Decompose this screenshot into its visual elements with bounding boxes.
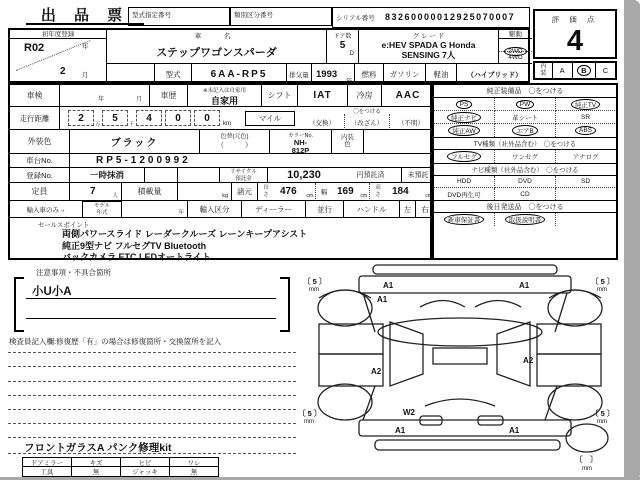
svg-text:mm: mm (582, 466, 592, 472)
doors-cell (327, 30, 359, 64)
interior-color-label: 内装 色 (332, 130, 364, 154)
displacement-label: 排気量 (287, 64, 312, 85)
eval-score-box (533, 9, 617, 59)
write-line (8, 352, 296, 353)
mileage-digit: 4 (136, 110, 162, 126)
model-year-cell: 年 (122, 201, 188, 218)
table-cell: 工具 (22, 467, 72, 477)
equip-leather: 革シート (495, 111, 556, 124)
history-value: 自家用 (210, 96, 238, 106)
svg-text:mm: mm (309, 287, 319, 293)
grade-line1: e:HEV SPADA G Honda (381, 40, 476, 50)
write-line (8, 453, 296, 454)
km-unit: km (223, 121, 231, 127)
equip-abs: ABS (556, 124, 615, 137)
drive-cell (499, 30, 532, 64)
rear-window-arc (425, 399, 495, 406)
door-right-front (537, 324, 601, 354)
registration-value: 一時抹消 (70, 168, 145, 183)
handle-right: 右 (416, 201, 434, 218)
height-cell: 184 cm (386, 183, 434, 201)
sales-points-label: セールスポイント (38, 222, 90, 229)
specs-label: 諸元 (232, 183, 258, 201)
shaken-label: 車検 (10, 85, 60, 107)
roof (378, 318, 542, 346)
vehicle-band (8, 28, 530, 83)
mileage-digit: 0 (165, 110, 191, 126)
sheet-title: 出 品 票 (26, 4, 144, 25)
interior-grade-c: C (602, 66, 609, 75)
doors-value: 5 (339, 40, 346, 51)
tread-rear-right: 〔 5 〕 (591, 409, 615, 418)
color-number-cell: カラーNo. NH- 812P (270, 130, 332, 154)
chassis-number: RP5-1200992 (70, 154, 434, 168)
table-cell: ジャッキ (121, 467, 170, 477)
svg-text:mm: mm (597, 419, 607, 425)
ship-warranty: 新車保証書 (434, 213, 495, 226)
damage-door-right: A2 (523, 356, 534, 365)
history-label: 車歴 (150, 85, 188, 107)
serial-value: 83260000012925070007 (385, 12, 516, 22)
eval-score: 4 (566, 25, 584, 57)
import-only-label: 輸入車のみ→ (10, 201, 82, 218)
damage-rear-left: A1 (395, 426, 406, 435)
length-cell: 476 cm (274, 183, 316, 201)
side-panel-right (497, 322, 530, 386)
recycle-paid: 円預託済 (340, 168, 402, 183)
sales-line: 純正9型ナビ フルセグTV Bluetooth (62, 240, 207, 251)
damage-front-right: A1 (519, 281, 530, 290)
table-cell: ドアミラー (22, 457, 72, 467)
registration-label: 登録No. (10, 168, 70, 183)
tv-type-header: TV種類（社外品含む） 〇をつける (434, 137, 616, 150)
mileage-digit: 2 (68, 110, 94, 126)
bracket-left (14, 277, 24, 332)
grade-line2: SENSING 7人 (401, 50, 456, 60)
mileage-label: 走行距離 (10, 107, 60, 130)
drive-2wd: 2WD (499, 39, 532, 52)
first-reg-month: 2 (60, 66, 66, 77)
width-cell: 169 cm (332, 183, 370, 201)
mile-box: マイル (245, 111, 295, 126)
navi-dvd: DVD (495, 176, 556, 188)
note-line (26, 298, 276, 299)
windshield-arc-left (420, 301, 465, 308)
navi-sd: SD (556, 176, 615, 188)
class-category-box (230, 7, 332, 26)
damage-door-left: A2 (371, 367, 382, 376)
navi-blank (556, 188, 615, 200)
tire-front-left (318, 290, 372, 326)
recycle-amount: 10,230 (268, 168, 340, 183)
doors-label: ドア数 (333, 34, 352, 40)
tire-rear-left (318, 384, 372, 420)
capacity-label: 定員 (10, 183, 70, 201)
equip-pw: PW (495, 98, 556, 111)
model-designation-box (128, 7, 230, 26)
grade-label: グ レ ー ド (412, 33, 445, 40)
tread-rear-left: 〔 5 〕 (298, 409, 322, 418)
doors-suffix: D (349, 51, 354, 57)
write-line (8, 381, 296, 382)
navi-hdd: HDD (434, 176, 495, 188)
eval-label: 評 価 点 (551, 15, 599, 24)
mileage-digits-cell: 2 万 5 千 4 0 0 km (60, 107, 242, 130)
windshield-arc-right (475, 301, 521, 308)
height-label: 高 さ (370, 183, 386, 201)
later-shipment-header: 後日発送品 〇をつける (434, 200, 616, 213)
tread-front-right: 〔 5 〕 (591, 277, 615, 286)
handle-left: 左 (400, 201, 416, 218)
rear-bumper-bottom (375, 440, 560, 450)
rear-bumper (359, 420, 571, 436)
mile-cell (242, 107, 300, 130)
blank-cell (107, 64, 155, 85)
blank-cell (178, 168, 220, 183)
write-line (8, 366, 296, 367)
color-change-cell: 色替(元色) （ ） (200, 130, 270, 154)
car-outline (318, 265, 608, 452)
shift-value: IAT (298, 85, 348, 107)
handwritten-note: フロントガラスA パンク修理kit (24, 442, 172, 454)
model-code-label: 型式 (155, 64, 192, 85)
drive-label: 駆動 (499, 30, 532, 39)
equip-ps: PS (434, 98, 495, 111)
write-line (8, 423, 296, 424)
model-designation-label: 型式指定番号 (132, 12, 171, 19)
ship-blank (556, 213, 615, 226)
write-line (8, 409, 296, 410)
defects-note: 小U小A (32, 286, 72, 298)
spare-tire (566, 424, 608, 452)
defects-label: 注意事項・不具合箇所 (36, 268, 111, 277)
main-left-block (8, 83, 432, 260)
damage-fender-left: A1 (377, 295, 388, 304)
shift-label: シフト (262, 85, 298, 107)
equip-tv: 純正TV (556, 98, 615, 111)
interior-color-value (364, 130, 434, 154)
svg-text:mm: mm (304, 419, 314, 425)
tire-front-right (548, 290, 602, 326)
inspector-note: 検査員記入欄:修復歴「有」の場合は修復箇所・交換箇所を記入 (9, 337, 222, 346)
car-name-cell (107, 30, 327, 64)
history-note: ※未記入は自家用 (202, 88, 247, 94)
odo-unknown: （不明） (398, 119, 424, 127)
displacement-cell: 1993 cc (312, 64, 355, 85)
car-name: ステップワゴンスパーダ (156, 47, 277, 59)
spare-tread: 〔 〕 (575, 455, 598, 464)
page-margin-right (624, 0, 640, 480)
recycle-label: リサイクル 預託金 (220, 168, 268, 183)
width-label: 幅 (316, 183, 332, 201)
svg-text:mm: mm (597, 287, 607, 293)
ac-value: AAC (382, 85, 434, 107)
tv-fullseg: フルセグ (434, 150, 495, 163)
front-bumper-top (373, 265, 557, 274)
door-right-rear (537, 354, 601, 386)
table-cell: ヒビ (121, 457, 170, 467)
chassis-label: 車台No. (10, 154, 70, 168)
odo-tampered: （改ざん） (345, 114, 390, 130)
navi-cd: CD (495, 188, 556, 200)
import-class-label: 輸入区分 (188, 201, 242, 218)
first-registration-cell (10, 30, 107, 81)
fuel-hybrid: （ハイブリッド） (466, 71, 523, 79)
first-registration-label: 初年度登録 (10, 30, 106, 39)
equip-aw: 純正AW (434, 124, 495, 137)
equipment-header: 純正装備品 〇をつける (434, 85, 616, 98)
load-label: 積載量 (122, 183, 178, 201)
write-line (8, 437, 296, 438)
table-cell: 無 (72, 467, 121, 477)
interior-grade-row (533, 61, 617, 80)
fuel-diesel: 軽油 (426, 64, 457, 85)
write-line (8, 395, 296, 396)
fuel-gasoline: ガソリン (384, 64, 426, 85)
exterior-color: ブラック (70, 130, 200, 154)
interior-grade-b: B (573, 63, 597, 78)
damage-rear-center: W2 (403, 408, 415, 417)
equip-sr: SR (556, 111, 615, 124)
grade-cell (359, 30, 499, 64)
damage-rear-right: A1 (509, 426, 520, 435)
sales-line: バックカメラ ETC LEDオートライト (62, 252, 211, 262)
ac-label: 冷房 (348, 85, 382, 107)
damage-front-left: A1 (383, 281, 394, 290)
serial-box (332, 7, 530, 28)
tv-oneseg: ワンセグ (495, 150, 556, 163)
first-reg-year: R02 (24, 42, 45, 54)
interior-grade-a: A (553, 63, 573, 78)
table-cell: 無 (170, 467, 219, 477)
ship-manual: 取扱説明書 (495, 213, 556, 226)
mileage-digit: 5 (102, 110, 128, 126)
blank-cell (145, 168, 178, 183)
exterior-color-label: 外装色 (10, 130, 70, 154)
drive-4wd: 4WD (508, 54, 523, 61)
navi-dvd-play: DVD再生可 (434, 188, 495, 200)
sales-points-cell (10, 218, 434, 262)
length-label: 長 さ (258, 183, 274, 201)
interior-label: 内 装 (535, 63, 553, 78)
car-diagram (295, 260, 625, 474)
tools-table (22, 457, 219, 477)
import-parallel: 並行 (306, 201, 344, 218)
model-year-label: モデル 年式 (82, 201, 122, 218)
odo-exchanged: （交換） (300, 114, 345, 130)
equip-airbag: エアB (495, 124, 556, 137)
car-name-label: 車 名 (194, 33, 239, 40)
year-unit: 年 (82, 43, 89, 50)
bracket-right (280, 277, 290, 332)
mileage-digit: 0 (194, 110, 220, 126)
table-cell: ワレ (170, 457, 219, 467)
navi-type-header: ナビ種類（社外品含む） 〇をつける (434, 163, 616, 176)
handle-label: ハンドル (344, 201, 400, 218)
load-cell: kg (178, 183, 232, 201)
import-dealer: ディーラー (242, 201, 306, 218)
note-line (26, 318, 276, 319)
shaken-date-cell: 年 月 (60, 85, 150, 107)
sales-line: 両側パワースライド レーダークルーズ レーンキープアシスト (62, 229, 308, 239)
side-panel-left (390, 322, 423, 386)
recycle-unpaid: 未預託 (402, 168, 434, 183)
fuel-label: 燃料 (355, 64, 384, 85)
capacity-cell: 7 人 (70, 183, 122, 201)
odometer-flags-cell (300, 107, 434, 130)
model-code: 6AA-RP5 (192, 64, 287, 85)
month-unit: 月 (82, 72, 89, 79)
class-category-label: 類別区分番号 (234, 12, 273, 19)
table-cell: キズ (72, 457, 121, 467)
serial-label: シリアル番号 (336, 15, 375, 22)
equip-navi: 純正ナビ (434, 111, 495, 124)
tv-analog: アナログ (572, 154, 599, 161)
tread-front-left: 〔 5 〕 (303, 277, 327, 286)
circle-note: 〇をつける (353, 109, 381, 115)
equipment-block (432, 83, 618, 260)
history-cell (188, 85, 262, 107)
